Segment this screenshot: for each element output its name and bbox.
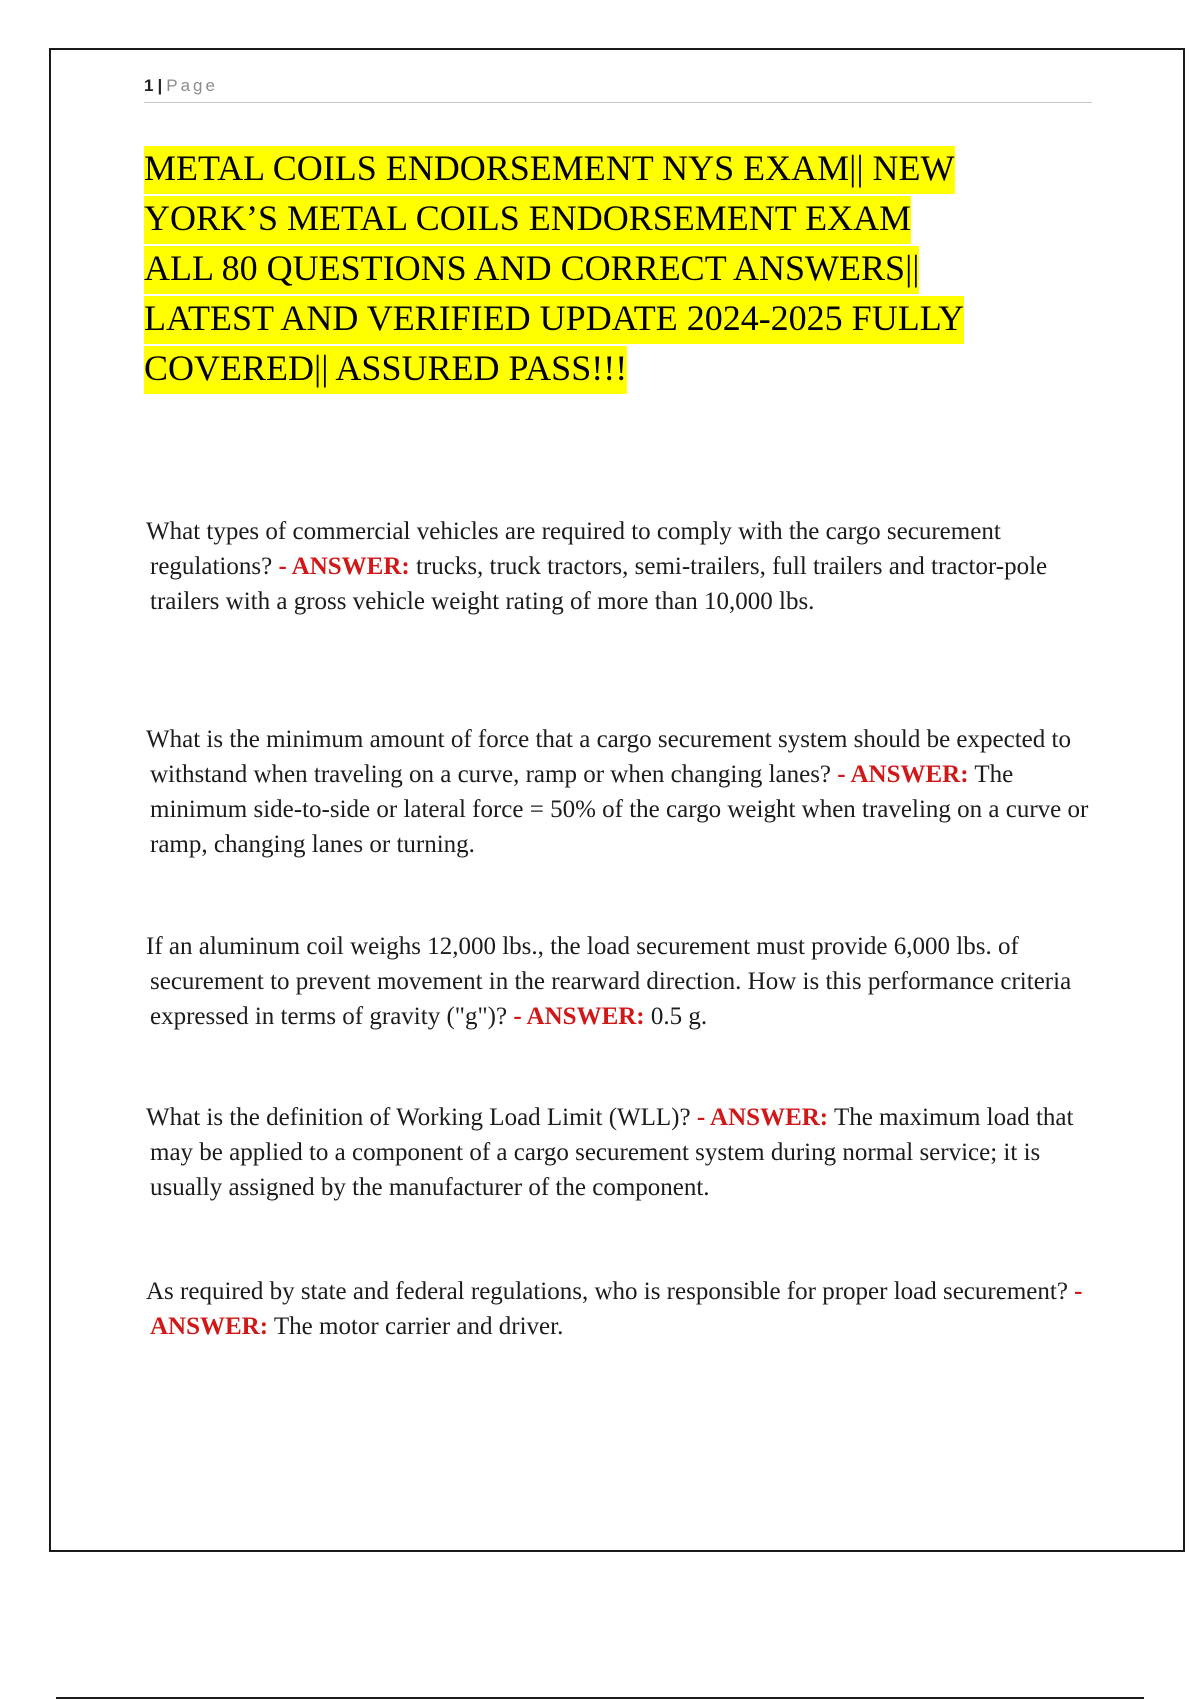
answer-label: - ANSWER: (150, 1278, 1083, 1340)
footer-rule (56, 1697, 1144, 1699)
answer-label: - ANSWER: (837, 761, 969, 788)
question-text: What is the definition of Working Load Limit (WLL)? (146, 1104, 691, 1131)
answer-text: trucks, truck tractors, semi-trailers, full trailers and tractor-pole trailers with a gross vehicle weight rating of more than 10,000 lbs. (150, 553, 1048, 615)
qa-item (146, 722, 1100, 862)
title-line-4: LATEST AND VERIFIED UPDATE 2024-2025 FULLY (144, 296, 964, 344)
answer-label: - ANSWER: (696, 1104, 829, 1131)
question-text: What types of commercial vehicles are required to comply with the cargo securement regulations? (146, 518, 1001, 580)
answer-text: The motor carrier and driver. (273, 1313, 564, 1340)
answer-label: - ANSWER: (278, 553, 410, 580)
answer-text: The minimum side-to-side or lateral force = 50% of the cargo weight when traveling on a curve or ramp, changing lanes or turning. (150, 761, 1089, 858)
question-text: As required by state and federal regulations, who is responsible for proper load securement? (146, 1278, 1068, 1305)
qa-item (146, 1100, 1100, 1205)
answer-text: The maximum load that may be applied to a component of a cargo securement system during normal service; it is usually assigned by the manufacturer of the component. (150, 1104, 1074, 1201)
document-title (144, 143, 1104, 393)
title-line-2: YORK’S METAL COILS ENDORSEMENT EXAM (144, 196, 911, 244)
question-text: If an aluminum coil weighs 12,000 lbs., the load securement must provide 6,000 lbs. of securement to prevent movement in the rearward direction. How is this performance criteria expressed in terms of gravity ("g")? (146, 933, 1072, 1030)
title-line-1: METAL COILS ENDORSEMENT NYS EXAM|| NEW (144, 146, 955, 194)
page-word: Page (166, 76, 218, 95)
title-line-5: COVERED|| ASSURED PASS!!! (144, 346, 627, 394)
qa-item (146, 514, 1100, 619)
qa-item (146, 929, 1100, 1034)
page-separator: | (157, 76, 163, 95)
qa-item (146, 1274, 1100, 1344)
title-line-3: ALL 80 QUESTIONS AND CORRECT ANSWERS|| (144, 246, 919, 294)
page-header (144, 72, 1092, 103)
answer-label: - ANSWER: (513, 1003, 645, 1030)
page-number: 1 (144, 76, 154, 95)
question-text: What is the minimum amount of force that a cargo securement system should be expected to withstand when traveling on a curve, ramp or when changing lanes? (146, 726, 1071, 788)
answer-text: 0.5 g. (650, 1003, 708, 1030)
